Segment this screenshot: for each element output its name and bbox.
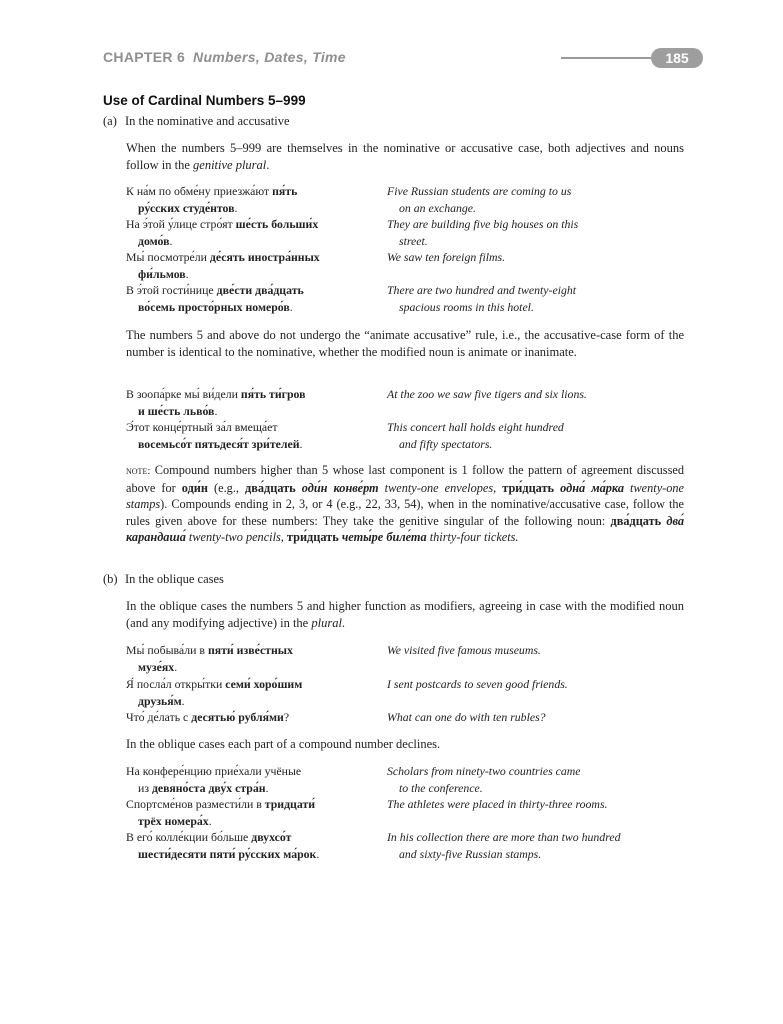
note-block: note: Compound numbers higher than 5 whose last component is 1 follow the pattern of agreement discussed above for оди́н (e.g., два́дцать оди́н конве́рт twenty-one envelopes, три́дцать одна́ ма́рка twenty-one stamps). Compounds ending in 2, 3, or 4 (e.g., 22, 33, 54), when in the nominative/accusative case, follow the rules given above for these numbers: They take the genitive singular of the following noun: два́дцать два́ карандаша́ twenty-two pencils, три́дцать четы́ре биле́та thirty-four tickets. [126,463,685,544]
subsection-b-heading: (b) In the oblique cases [103,572,224,586]
russian-example: Мы́ побыва́ли в пяти́ изве́стных музе́ях. [126,643,293,674]
english-translation: The athletes were placed in thirty-three rooms. [387,797,608,811]
english-translation: Five Russian students are coming to us on an exchange. [387,184,572,215]
page-number: 185 [651,48,703,68]
paragraph: When the numbers 5–999 are themselves in the nominative or accusative case, both adjectives and nouns follow in the genitive plural. [126,141,684,172]
russian-example: В зоопа́рке мы́ ви́дели пя́ть ти́гров и ше́сть льво́в. [126,387,306,418]
russian-example: На конфере́нцию прие́хали учёные из девяно́ста дву́х стра́н. [126,764,302,795]
english-translation: They are building five big houses on this street. [387,217,579,248]
english-translation: Scholars from ninety-two countries came to the conference. [387,764,581,795]
chapter-label: CHAPTER 6 [103,49,186,65]
english-translation: We saw ten foreign films. [387,250,506,264]
english-translation: At the zoo we saw five tigers and six lions. [387,387,587,401]
russian-example: Э́тот конце́ртный за́л вмеща́ет восемьсо́т пятьдеся́т зри́телей. [126,420,303,451]
english-translation: We visited five famous museums. [387,643,541,657]
chapter-title: Numbers, Dates, Time [193,49,346,65]
russian-example: Я́ посла́л откры́тки семи́ хоро́шим друзья́м. [126,677,303,708]
running-head [103,49,346,65]
page-header [103,49,689,69]
subsection-a-heading: (a) In the nominative and accusative [103,114,290,128]
english-translation: In his collection there are more than two hundred and sixty-five Russian stamps. [387,830,621,861]
russian-example: В его́ колле́кции бо́льше двухсо́т шести́десяти пяти́ ру́сских ма́рок. [126,830,320,861]
english-translation: I sent postcards to seven good friends. [387,677,568,691]
paragraph: The numbers 5 and above do not undergo the “animate accusative” rule, i.e., the accusative-case form of the number is identical to the nominative, whether the modified noun is animate or inanimate. [126,328,684,359]
russian-example: Спортсме́нов размести́ли в тридцати́ трёх номера́х. [126,797,316,828]
russian-example: К на́м по обме́ну приезжа́ют пя́ть ру́сских студе́нтов. [126,184,298,215]
paragraph: In the oblique cases each part of a compound number declines. [126,737,441,751]
russian-example: На э́той у́лице стро́ят ше́сть больши́х домо́в. [126,217,319,248]
paragraph: In the oblique cases the numbers 5 and higher function as modifiers, agreeing in case with the modified noun (and any modifying adjective) in the plural. [126,599,684,630]
english-translation: What can one do with ten rubles? [387,710,546,724]
english-translation: There are two hundred and twenty-eight spacious rooms in this hotel. [387,283,577,314]
english-translation: This concert hall holds eight hundred and fifty spectators. [387,420,564,451]
section-title: Use of Cardinal Numbers 5–999 [103,93,306,108]
russian-example: Что́ де́лать с десятью́ рубля́ми? [126,710,290,724]
header-rule [561,57,661,59]
russian-example: Мы́ посмотре́ли де́сять иностра́нных фи́льмов. [126,250,320,281]
russian-example: В э́той гости́нице две́сти два́дцать во́семь просто́рных номеро́в. [126,283,304,314]
